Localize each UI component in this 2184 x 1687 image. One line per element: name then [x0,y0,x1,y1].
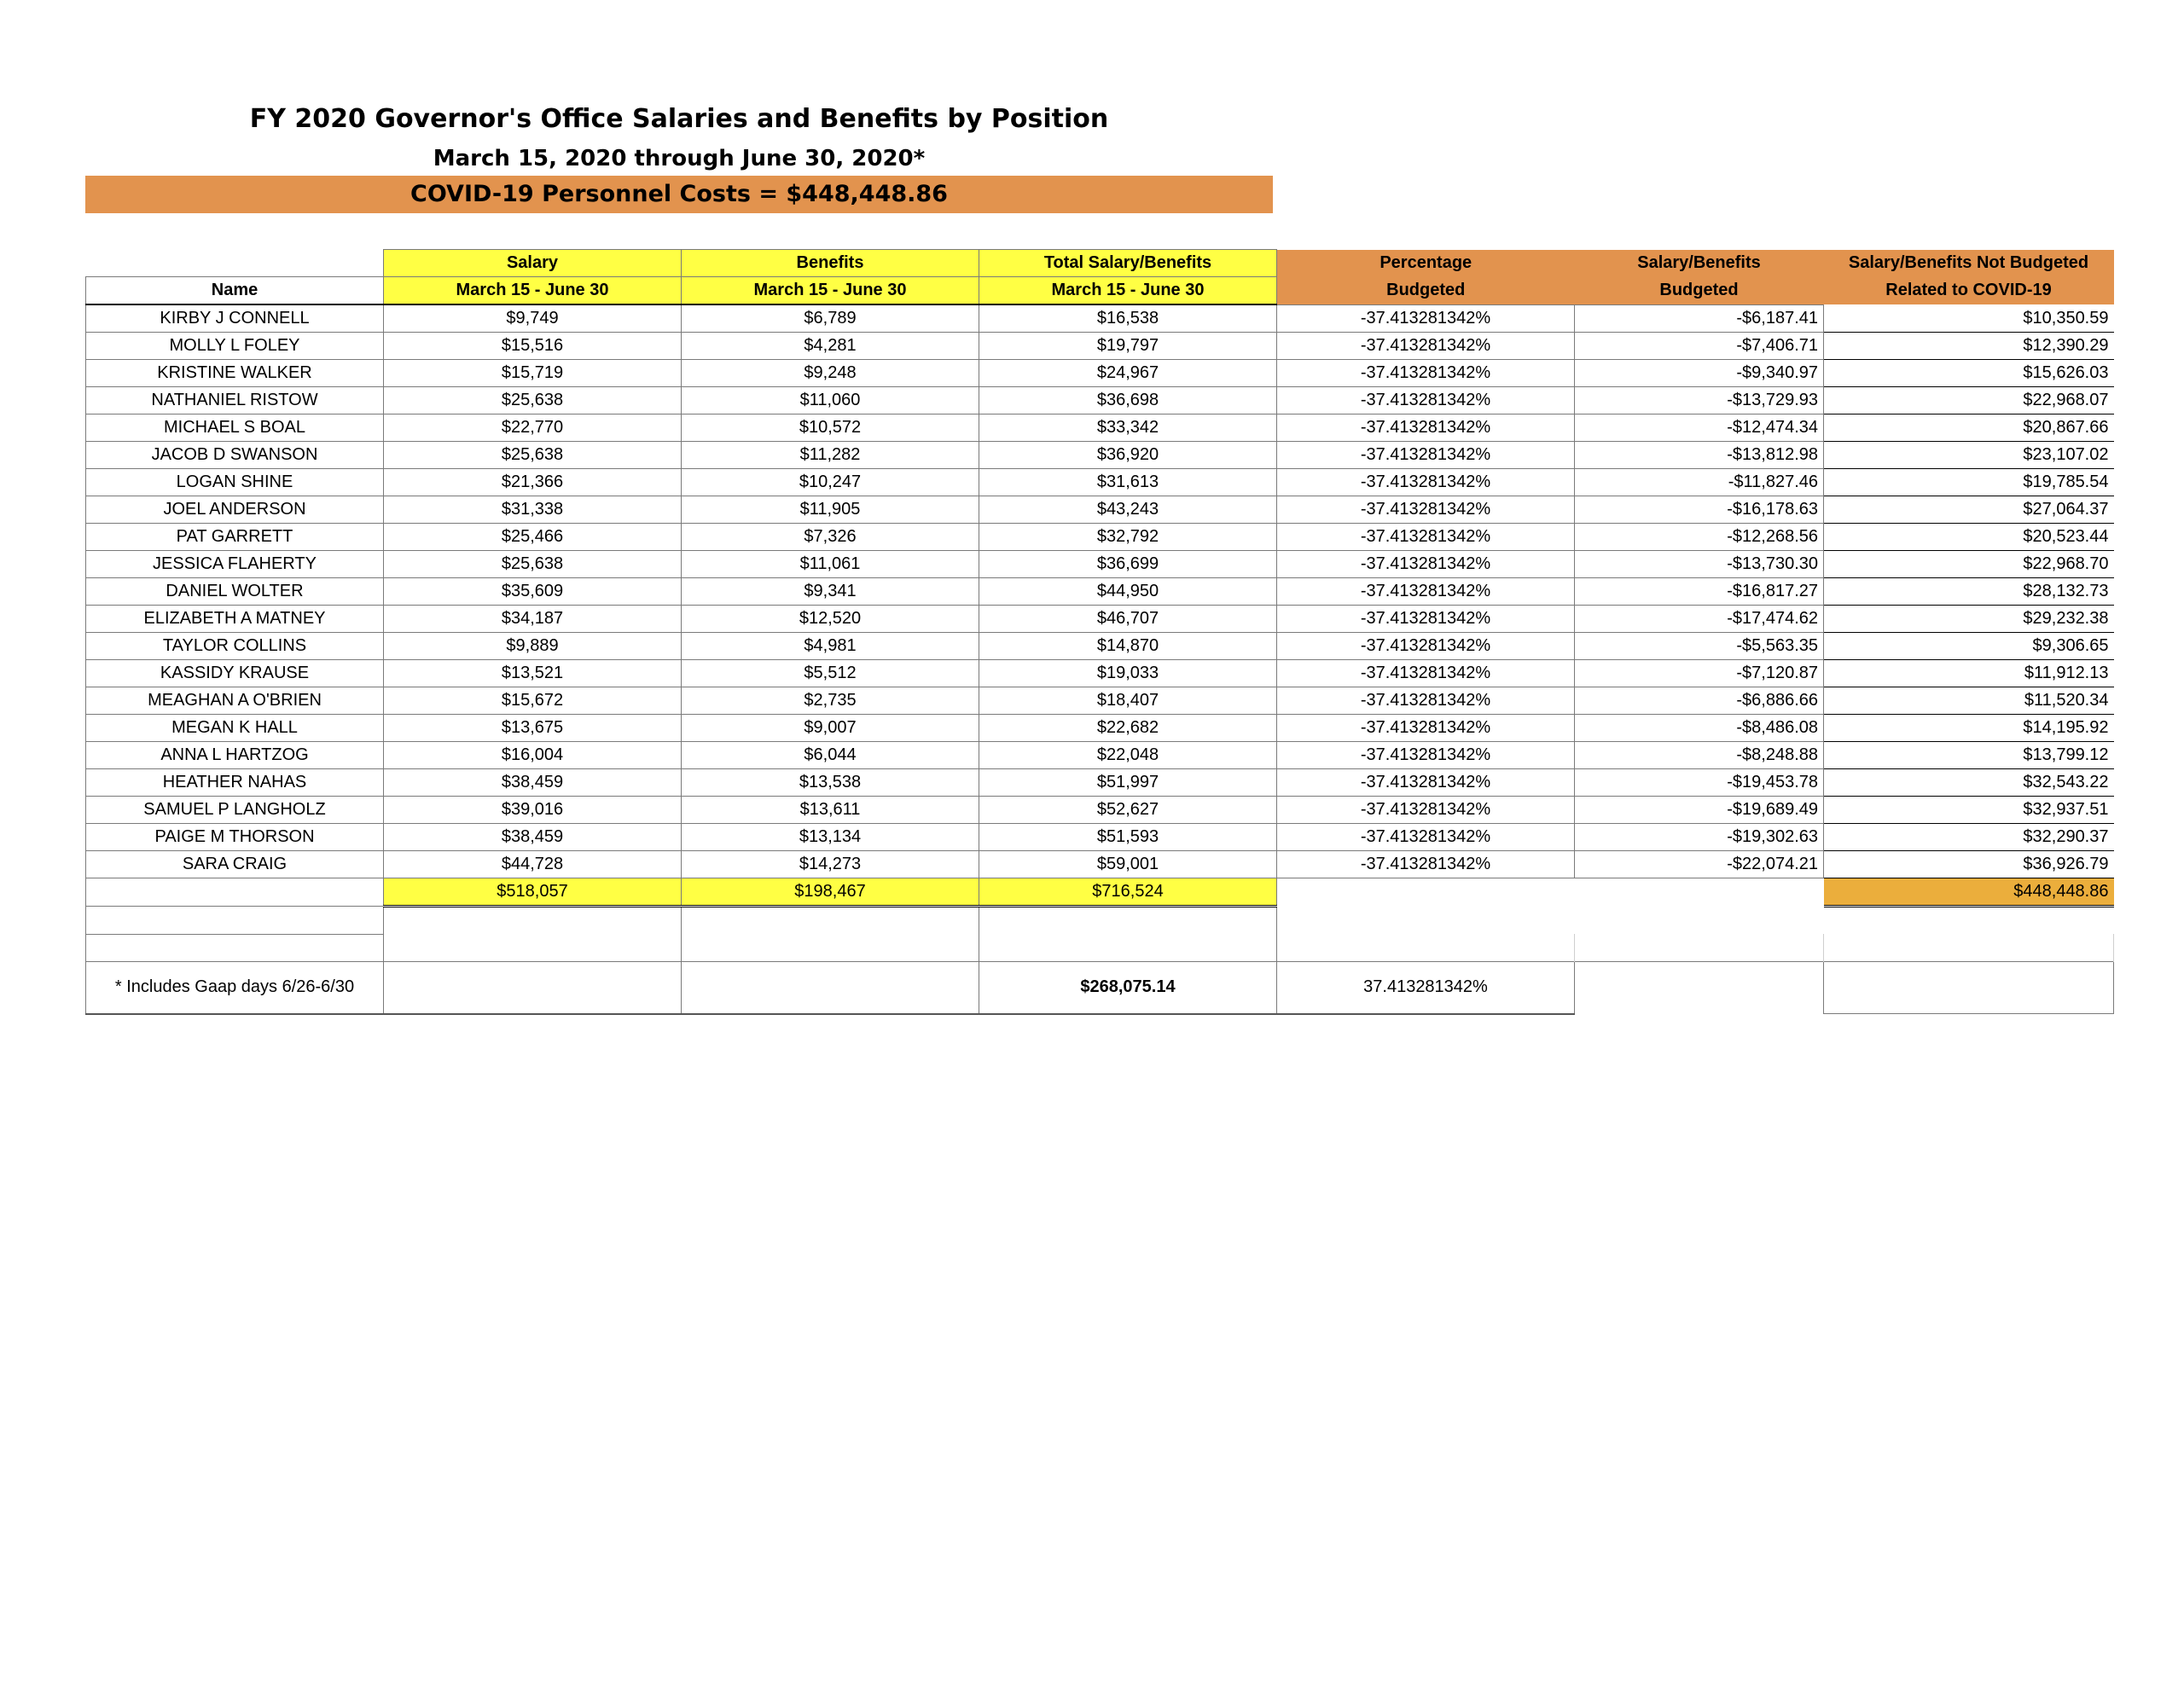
row-name: PAT GARRETT [86,524,384,551]
row-benefits: $10,247 [682,469,979,496]
row-benefits: $9,007 [682,715,979,742]
col-salary-subheader: March 15 - June 30 [384,277,682,305]
row-total: $36,699 [979,551,1277,578]
row-budgeted: -$16,817.27 [1575,578,1824,606]
row-budgeted: -$8,248.88 [1575,742,1824,769]
total-benefits: $198,467 [682,878,979,907]
row-total: $33,342 [979,415,1277,442]
header-row-2 [86,277,2114,305]
row-not-budgeted: $15,626.03 [1824,360,2114,387]
blank-row-2 [86,934,2114,961]
row-total: $31,613 [979,469,1277,496]
total-total: $716,524 [979,878,1277,907]
row-budgeted: -$12,474.34 [1575,415,1824,442]
col-pct-subheader: Budgeted [1277,277,1575,305]
row-total: $36,698 [979,387,1277,415]
table-row [86,469,2114,496]
row-name: KASSIDY KRAUSE [86,660,384,687]
row-total: $52,627 [979,797,1277,824]
col-benefits-subheader: March 15 - June 30 [682,277,979,305]
covid-costs-banner: COVID-19 Personnel Costs = $448,448.86 [85,176,1273,213]
table-row [86,851,2114,878]
row-not-budgeted: $20,523.44 [1824,524,2114,551]
table-row [86,415,2114,442]
row-pct: -37.413281342% [1277,851,1575,878]
row-name: DANIEL WOLTER [86,578,384,606]
row-total: $22,048 [979,742,1277,769]
row-salary: $25,466 [384,524,682,551]
row-benefits: $14,273 [682,851,979,878]
blank-row-1 [86,907,2114,935]
row-salary: $38,459 [384,824,682,851]
row-budgeted: -$7,120.87 [1575,660,1824,687]
row-total: $46,707 [979,606,1277,633]
row-total: $16,538 [979,304,1277,333]
row-name: TAYLOR COLLINS [86,633,384,660]
row-benefits: $2,735 [682,687,979,715]
row-pct: -37.413281342% [1277,469,1575,496]
row-benefits: $11,061 [682,551,979,578]
row-pct: -37.413281342% [1277,442,1575,469]
row-pct: -37.413281342% [1277,715,1575,742]
table-row [86,387,2114,415]
row-pct: -37.413281342% [1277,415,1575,442]
row-benefits: $12,520 [682,606,979,633]
row-budgeted: -$19,302.63 [1575,824,1824,851]
col-notbudgeted-subheader: Related to COVID-19 [1824,277,2114,305]
row-benefits: $5,512 [682,660,979,687]
row-name: MICHAEL S BOAL [86,415,384,442]
row-salary: $22,770 [384,415,682,442]
row-pct: -37.413281342% [1277,524,1575,551]
row-pct: -37.413281342% [1277,606,1575,633]
row-name: JACOB D SWANSON [86,442,384,469]
table-row [86,360,2114,387]
row-salary: $16,004 [384,742,682,769]
salaries-table [85,249,2114,1015]
row-name: MEGAN K HALL [86,715,384,742]
row-not-budgeted: $10,350.59 [1824,304,2114,333]
row-salary: $25,638 [384,551,682,578]
col-name-header: Name [86,277,384,305]
row-not-budgeted: $27,064.37 [1824,496,2114,524]
table-row [86,524,2114,551]
row-name: MEAGHAN A O'BRIEN [86,687,384,715]
row-not-budgeted: $32,290.37 [1824,824,2114,851]
row-pct: -37.413281342% [1277,360,1575,387]
footer-total-value: $268,075.14 [979,961,1277,1014]
row-pct: -37.413281342% [1277,742,1575,769]
row-salary: $31,338 [384,496,682,524]
row-not-budgeted: $22,968.07 [1824,387,2114,415]
row-pct: -37.413281342% [1277,333,1575,360]
table-row [86,797,2114,824]
row-benefits: $6,044 [682,742,979,769]
row-pct: -37.413281342% [1277,797,1575,824]
row-budgeted: -$8,486.08 [1575,715,1824,742]
row-total: $22,682 [979,715,1277,742]
row-total: $19,797 [979,333,1277,360]
row-budgeted: -$5,563.35 [1575,633,1824,660]
table-row [86,304,2114,333]
row-salary: $25,638 [384,442,682,469]
row-benefits: $10,572 [682,415,979,442]
table-row [86,660,2114,687]
row-salary: $34,187 [384,606,682,633]
table-row [86,578,2114,606]
col-benefits-header: Benefits [682,250,979,277]
row-budgeted: -$11,827.46 [1575,469,1824,496]
row-total: $19,033 [979,660,1277,687]
row-name: SAMUEL P LANGHOLZ [86,797,384,824]
row-budgeted: -$9,340.97 [1575,360,1824,387]
row-total: $18,407 [979,687,1277,715]
row-pct: -37.413281342% [1277,687,1575,715]
table-row [86,715,2114,742]
row-pct: -37.413281342% [1277,551,1575,578]
row-salary: $13,675 [384,715,682,742]
footer-row [86,961,2114,1014]
row-benefits: $6,789 [682,304,979,333]
row-salary: $35,609 [384,578,682,606]
row-salary: $25,638 [384,387,682,415]
row-budgeted: -$13,812.98 [1575,442,1824,469]
row-not-budgeted: $19,785.54 [1824,469,2114,496]
row-total: $32,792 [979,524,1277,551]
footer-pct-value: 37.413281342% [1277,961,1575,1014]
row-pct: -37.413281342% [1277,824,1575,851]
row-not-budgeted: $22,968.70 [1824,551,2114,578]
row-benefits: $4,981 [682,633,979,660]
row-name: JOEL ANDERSON [86,496,384,524]
page-subtitle: March 15, 2020 through June 30, 2020* [433,146,926,171]
totals-row [86,878,2114,907]
row-pct: -37.413281342% [1277,633,1575,660]
row-benefits: $13,134 [682,824,979,851]
row-salary: $9,889 [384,633,682,660]
row-budgeted: -$6,187.41 [1575,304,1824,333]
row-total: $44,950 [979,578,1277,606]
row-benefits: $4,281 [682,333,979,360]
row-not-budgeted: $12,390.29 [1824,333,2114,360]
table-row [86,633,2114,660]
table-row [86,769,2114,797]
row-pct: -37.413281342% [1277,387,1575,415]
row-name: JESSICA FLAHERTY [86,551,384,578]
row-not-budgeted: $32,937.51 [1824,797,2114,824]
row-budgeted: -$17,474.62 [1575,606,1824,633]
row-not-budgeted: $32,543.22 [1824,769,2114,797]
row-pct: -37.413281342% [1277,578,1575,606]
row-budgeted: -$19,689.49 [1575,797,1824,824]
row-salary: $44,728 [384,851,682,878]
row-salary: $15,672 [384,687,682,715]
footnote: * Includes Gaap days 6/26-6/30 [86,961,384,1014]
row-name: HEATHER NAHAS [86,769,384,797]
col-budgeted-subheader: Budgeted [1575,277,1824,305]
row-budgeted: -$6,886.66 [1575,687,1824,715]
table-row [86,496,2114,524]
row-name: PAIGE M THORSON [86,824,384,851]
row-budgeted: -$12,268.56 [1575,524,1824,551]
col-salary-header: Salary [384,250,682,277]
row-total: $51,593 [979,824,1277,851]
row-salary: $39,016 [384,797,682,824]
table-row [86,551,2114,578]
total-not-budgeted: $448,448.86 [1824,878,2114,907]
col-notbudgeted-header: Salary/Benefits Not Budgeted [1824,250,2114,277]
row-benefits: $13,538 [682,769,979,797]
table-row [86,687,2114,715]
table-row [86,742,2114,769]
row-benefits: $13,611 [682,797,979,824]
row-not-budgeted: $29,232.38 [1824,606,2114,633]
row-salary: $21,366 [384,469,682,496]
row-benefits: $9,248 [682,360,979,387]
total-salary: $518,057 [384,878,682,907]
row-not-budgeted: $20,867.66 [1824,415,2114,442]
row-salary: $38,459 [384,769,682,797]
row-pct: -37.413281342% [1277,496,1575,524]
row-name: ELIZABETH A MATNEY [86,606,384,633]
row-not-budgeted: $23,107.02 [1824,442,2114,469]
row-pct: -37.413281342% [1277,660,1575,687]
row-pct: -37.413281342% [1277,304,1575,333]
row-name: KRISTINE WALKER [86,360,384,387]
row-not-budgeted: $13,799.12 [1824,742,2114,769]
row-benefits: $11,282 [682,442,979,469]
row-name: SARA CRAIG [86,851,384,878]
row-not-budgeted: $11,520.34 [1824,687,2114,715]
col-pct-header: Percentage [1277,250,1575,277]
row-salary: $15,719 [384,360,682,387]
row-name: LOGAN SHINE [86,469,384,496]
table-row [86,442,2114,469]
row-pct: -37.413281342% [1277,769,1575,797]
row-total: $14,870 [979,633,1277,660]
row-budgeted: -$7,406.71 [1575,333,1824,360]
table-row [86,606,2114,633]
row-salary: $15,516 [384,333,682,360]
row-budgeted: -$13,730.30 [1575,551,1824,578]
row-not-budgeted: $36,926.79 [1824,851,2114,878]
row-salary: $9,749 [384,304,682,333]
row-not-budgeted: $14,195.92 [1824,715,2114,742]
row-budgeted: -$22,074.21 [1575,851,1824,878]
row-total: $24,967 [979,360,1277,387]
row-budgeted: -$19,453.78 [1575,769,1824,797]
row-total: $43,243 [979,496,1277,524]
page-title: FY 2020 Governor's Office Salaries and Benefits by Position [249,104,1109,134]
table-row [86,824,2114,851]
row-name: ANNA L HARTZOG [86,742,384,769]
header-row-1 [86,250,2114,277]
row-not-budgeted: $9,306.65 [1824,633,2114,660]
row-name: MOLLY L FOLEY [86,333,384,360]
col-total-subheader: March 15 - June 30 [979,277,1277,305]
row-budgeted: -$16,178.63 [1575,496,1824,524]
col-budgeted-header: Salary/Benefits [1575,250,1824,277]
row-total: $59,001 [979,851,1277,878]
table-row [86,333,2114,360]
row-salary: $13,521 [384,660,682,687]
row-not-budgeted: $28,132.73 [1824,578,2114,606]
row-name: NATHANIEL RISTOW [86,387,384,415]
row-not-budgeted: $11,912.13 [1824,660,2114,687]
row-benefits: $11,060 [682,387,979,415]
row-name: KIRBY J CONNELL [86,304,384,333]
col-total-header: Total Salary/Benefits [979,250,1277,277]
row-total: $36,920 [979,442,1277,469]
row-benefits: $11,905 [682,496,979,524]
row-benefits: $9,341 [682,578,979,606]
row-total: $51,997 [979,769,1277,797]
row-budgeted: -$13,729.93 [1575,387,1824,415]
row-benefits: $7,326 [682,524,979,551]
